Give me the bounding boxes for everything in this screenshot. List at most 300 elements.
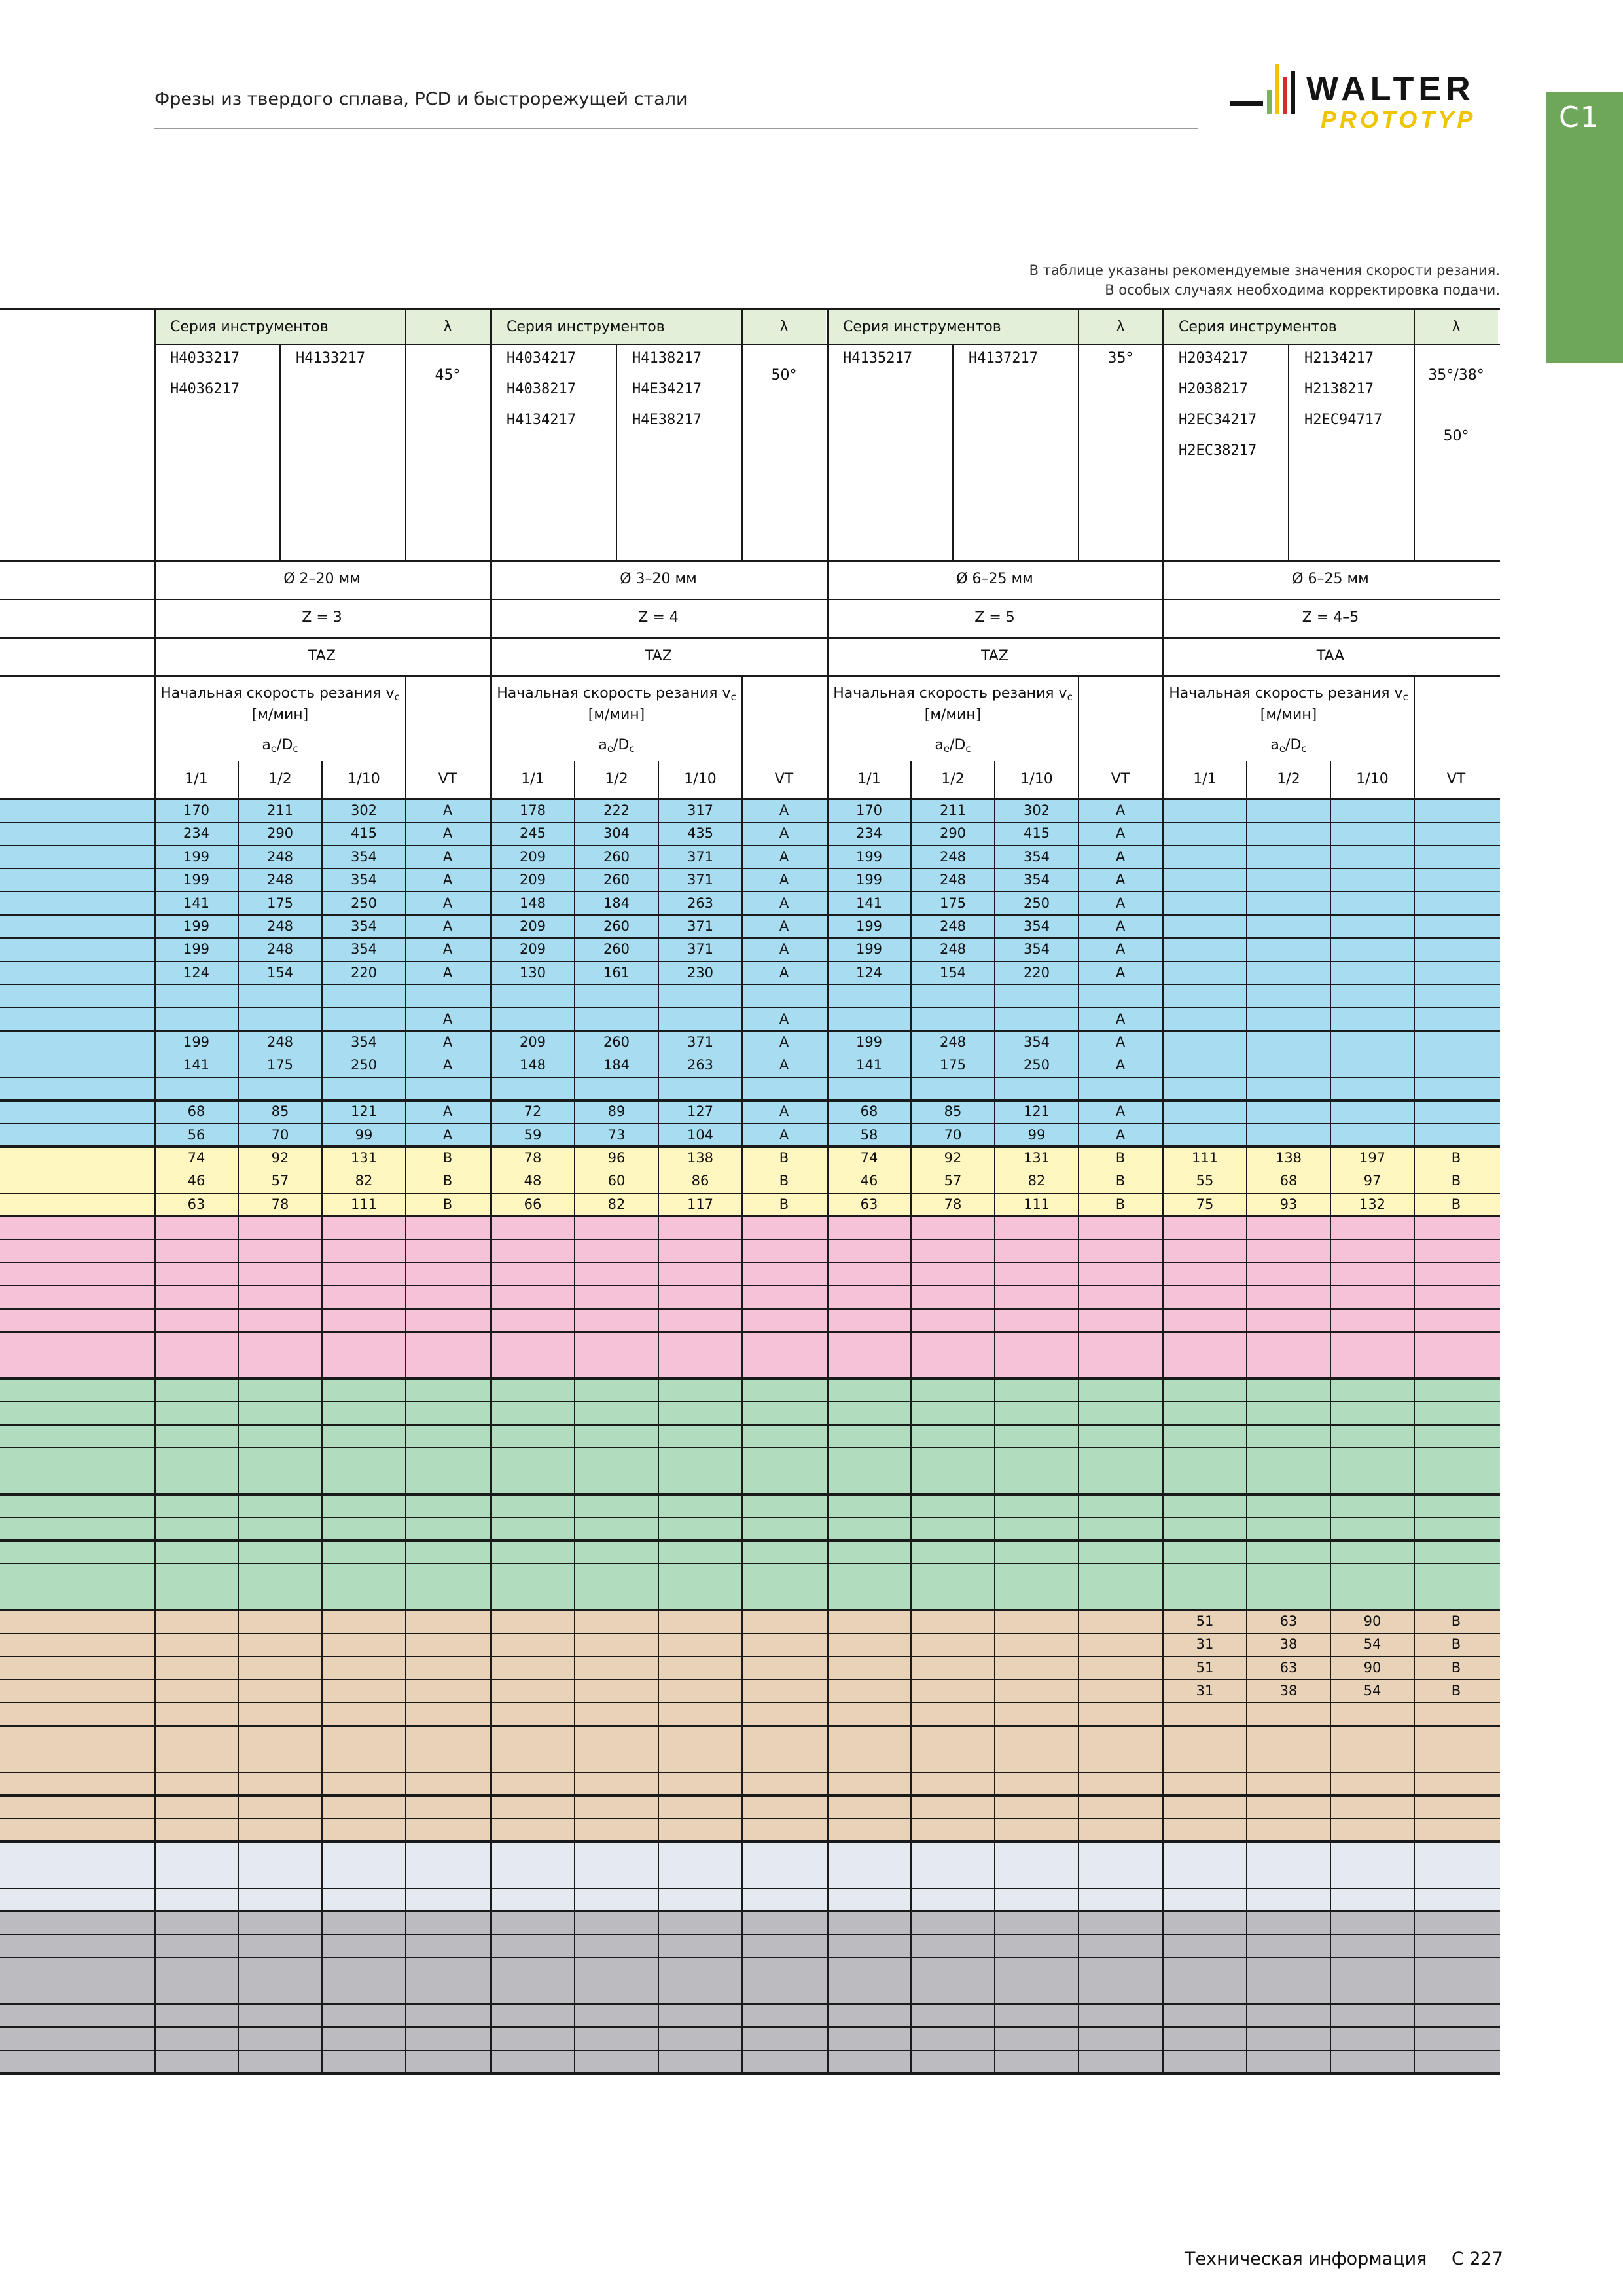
speed-cell: 82 (1027, 1173, 1046, 1189)
speed-cell: 54 (1363, 1636, 1382, 1653)
speed-cell: B (779, 1150, 789, 1166)
table-row (0, 1355, 1500, 1378)
ae-subscript: e (1279, 743, 1286, 755)
speed-cell: 211 (939, 802, 967, 818)
data-top-rule (0, 798, 1500, 800)
row-rule (0, 1679, 1500, 1680)
table-row (0, 1703, 1500, 1726)
speed-cell: B (442, 1173, 453, 1189)
speed-cell: A (1115, 1034, 1126, 1050)
speed-cell: 124 (855, 964, 883, 980)
row-rule (0, 914, 1500, 916)
table-row (0, 2051, 1500, 2073)
row-rule (0, 822, 1500, 823)
speed-cell: 199 (855, 1034, 883, 1050)
speed-cell: 260 (603, 848, 630, 865)
table-row (0, 1401, 1500, 1424)
column-header: 1/1 (1193, 771, 1217, 787)
speed-cell: 248 (939, 1034, 967, 1050)
column-header: 1/2 (605, 771, 628, 787)
spec-row-rule (0, 675, 1500, 677)
table-row (0, 1309, 1500, 1332)
speed-cell: A (779, 825, 789, 842)
series-label: Серия инструментов (170, 319, 329, 335)
speed-cell: 354 (350, 872, 378, 888)
speed-cell: 72 (524, 1103, 542, 1120)
speed-cell: 354 (1023, 872, 1050, 888)
speed-cell: 354 (350, 848, 378, 865)
speed-cell: 199 (183, 941, 210, 958)
speed-cell: 111 (350, 1196, 378, 1212)
tool-code: H4134217 (507, 412, 576, 428)
row-rule (0, 1377, 1500, 1380)
table-row (0, 1332, 1500, 1355)
row-rule (0, 1447, 1500, 1448)
tool-code: H2034217 (1179, 350, 1248, 367)
speed-cell: A (442, 848, 453, 865)
spec-row-rule (0, 599, 1500, 600)
row-rule (0, 1840, 1500, 1843)
lambda-value: 35°/38° (1428, 367, 1484, 384)
speed-cell: B (1451, 1150, 1461, 1166)
speed-cell: 199 (855, 848, 883, 865)
speed-cell: 38 (1279, 1683, 1298, 1699)
speed-cell: 92 (944, 1150, 962, 1166)
table-row (0, 1865, 1500, 1888)
row-rule (0, 1818, 1500, 1820)
data-col-rule (658, 761, 659, 2073)
row-rule (0, 2072, 1500, 2075)
speed-cell: 175 (939, 1057, 967, 1073)
row-rule (0, 2003, 1500, 2005)
speed-cell: 209 (519, 848, 546, 865)
speed-cell: A (779, 1057, 789, 1073)
row-rule (0, 984, 1500, 985)
speed-cell: 96 (607, 1150, 626, 1166)
row-rule (0, 845, 1500, 846)
speed-cell: 250 (350, 1057, 378, 1073)
speed-cell: 31 (1196, 1683, 1214, 1699)
speed-cell: 141 (855, 895, 883, 911)
tool-col-rule (616, 344, 617, 561)
row-rule (0, 961, 1500, 962)
flute-count: Z = 4 (638, 609, 679, 626)
vt-col-rule (1414, 676, 1415, 2073)
lambda-col-rule (405, 309, 406, 561)
speed-cell: 170 (183, 802, 210, 818)
ae-dc-label (491, 737, 742, 755)
speed-cell: 371 (687, 1034, 714, 1050)
column-header: 1/1 (185, 771, 208, 787)
row-rule (0, 1215, 1500, 1217)
speed-cell: 46 (860, 1173, 878, 1189)
note-line-2: В особых случаях необходима корректировка подачи. (1105, 282, 1500, 298)
speed-cell: 66 (524, 1196, 542, 1212)
diameter-range: Ø 2–20 мм (283, 571, 361, 587)
lambda-value: 35° (1107, 350, 1133, 367)
speed-cell: A (1115, 802, 1126, 818)
speed-cell: 354 (350, 941, 378, 958)
data-col-rule (321, 761, 323, 2073)
speed-cell: 248 (266, 941, 294, 958)
row-rule (0, 1193, 1500, 1194)
speed-cell: B (1451, 1636, 1461, 1653)
speed-cell: 415 (1023, 825, 1050, 842)
row-rule (0, 1145, 1500, 1148)
flute-count: Z = 5 (974, 609, 1015, 626)
tool-code: H2038217 (1179, 381, 1248, 397)
speed-cell: 38 (1279, 1636, 1298, 1653)
speed-cell: 111 (1191, 1150, 1219, 1166)
data-col-rule (1330, 761, 1331, 2073)
speed-cell: 63 (1279, 1659, 1298, 1676)
ae-divider: /D (1285, 737, 1302, 753)
row-rule (0, 2026, 1500, 2028)
speed-cell: 154 (939, 964, 967, 980)
tool-code: H2138217 (1304, 381, 1374, 397)
speed-cell: 75 (1196, 1196, 1214, 1212)
row-rule (0, 1725, 1500, 1727)
speed-cell: 290 (939, 825, 967, 842)
row-rule (0, 1934, 1500, 1935)
speed-cell: 199 (183, 1034, 210, 1050)
speed-cell: 104 (687, 1126, 714, 1143)
speed-cell: 132 (1359, 1196, 1386, 1212)
ae-symbol: a (262, 737, 271, 753)
lambda-value: 50° (771, 367, 797, 384)
speed-cell: A (779, 1011, 789, 1027)
ae-dc-label (827, 737, 1079, 755)
speed-cell: 57 (944, 1173, 962, 1189)
speed-cell: 161 (603, 964, 630, 980)
speed-cell: 124 (183, 964, 210, 980)
speed-cell: A (442, 1034, 453, 1050)
speed-cell: A (442, 1126, 453, 1143)
row-rule (0, 1331, 1500, 1333)
table-row (0, 2027, 1500, 2050)
table-row (0, 1425, 1500, 1448)
column-header: 1/10 (1356, 771, 1389, 787)
footer-label: Техническая информация (1185, 2249, 1427, 2269)
cutting-speed-subscript: c (1067, 691, 1073, 703)
speed-cell: 148 (519, 1057, 546, 1073)
column-header: VT (774, 771, 794, 787)
speed-cell: 248 (939, 918, 967, 934)
speed-cell: A (779, 1034, 789, 1050)
ae-symbol: a (598, 737, 607, 753)
row-rule (0, 1077, 1500, 1078)
speed-cell: B (1115, 1150, 1126, 1166)
ae-dc-label (154, 737, 406, 755)
table-row (0, 1517, 1500, 1540)
speed-cell: 58 (860, 1126, 878, 1143)
ae-subscript: e (607, 743, 614, 755)
speed-cell: 260 (603, 941, 630, 958)
tool-col-rule (1288, 344, 1289, 561)
tool-code: H4033217 (170, 350, 240, 367)
speed-cell: 263 (687, 895, 714, 911)
speed-cell: B (1115, 1196, 1126, 1212)
speed-cell: 435 (687, 825, 714, 842)
speed-cell: 121 (1023, 1103, 1050, 1120)
ae-divider: /D (950, 737, 966, 753)
lambda-col-rule (741, 309, 743, 561)
cutting-speed-text: Начальная скорость резания v (833, 685, 1067, 702)
speed-cell: 199 (183, 918, 210, 934)
speed-cell: B (1451, 1659, 1461, 1676)
table-row (0, 1842, 1500, 1865)
row-rule (0, 1656, 1500, 1657)
speed-cell: A (442, 918, 453, 934)
speed-cell: A (779, 802, 789, 818)
speed-cell: 222 (603, 802, 630, 818)
dc-subscript: c (965, 743, 971, 755)
speed-cell: A (779, 895, 789, 911)
ae-divider: /D (277, 737, 293, 753)
speed-cell: 138 (687, 1150, 714, 1166)
row-rule (0, 868, 1500, 869)
speed-cell: B (1451, 1196, 1461, 1212)
cutting-speed-subscript: c (730, 691, 736, 703)
row-rule (0, 1794, 1500, 1797)
row-rule (0, 1702, 1500, 1704)
speed-cell: 184 (603, 895, 630, 911)
speed-cell: B (1451, 1173, 1461, 1189)
table-row (0, 1564, 1500, 1587)
row-rule (0, 2050, 1500, 2051)
lambda-label: λ (1116, 319, 1125, 335)
speed-cell: B (442, 1196, 453, 1212)
column-header: 1/2 (1277, 771, 1300, 787)
speed-cell: 199 (855, 941, 883, 958)
speed-cell: 415 (350, 825, 378, 842)
speed-cell: 117 (687, 1196, 714, 1212)
row-rule (0, 1424, 1500, 1426)
speed-cell: 59 (524, 1126, 542, 1143)
speed-cell: A (1115, 918, 1126, 934)
speed-cell: 127 (687, 1103, 714, 1120)
speed-cell: A (1115, 1057, 1126, 1073)
speed-cell: 170 (855, 802, 883, 818)
tool-code: H4133217 (296, 350, 365, 367)
speed-cell: 354 (1023, 941, 1050, 958)
table-row (0, 1888, 1500, 1911)
speed-cell: 141 (183, 895, 210, 911)
series-label: Серия инструментов (843, 319, 1001, 335)
speed-cell: 141 (855, 1057, 883, 1073)
cutting-speed-label (1163, 685, 1414, 725)
table-row (0, 1240, 1500, 1263)
speed-cell: 317 (687, 802, 714, 818)
flute-count: Z = 3 (302, 609, 342, 626)
cutting-material-code: TAZ (308, 648, 336, 664)
speed-cell: 68 (1279, 1173, 1298, 1189)
speed-cell: A (442, 825, 453, 842)
row-rule (0, 1170, 1500, 1171)
data-col-rule (574, 761, 575, 2073)
speed-cell: 248 (266, 1034, 294, 1050)
tool-code: H2EC38217 (1179, 442, 1257, 459)
cutting-speed-label (154, 685, 406, 725)
row-rule (0, 1772, 1500, 1773)
speed-cell: A (1115, 941, 1126, 958)
speed-cell: 93 (1279, 1196, 1298, 1212)
row-rule (0, 891, 1500, 893)
speed-cell: A (1115, 872, 1126, 888)
column-header: 1/10 (684, 771, 717, 787)
row-rule (0, 1957, 1500, 1958)
speed-cell: 175 (266, 1057, 294, 1073)
speed-cell: 78 (944, 1196, 962, 1212)
tool-code: H4138217 (632, 350, 702, 367)
speed-cell: 263 (687, 1057, 714, 1073)
row-rule (0, 1865, 1500, 1866)
tool-col-rule (279, 344, 281, 561)
note-line-1: В таблице указаны рекомендуемые значения скорости резания. (1029, 262, 1500, 278)
table-row (0, 1958, 1500, 1981)
ae-subscript: e (943, 743, 950, 755)
series-label: Серия инструментов (507, 319, 665, 335)
column-header: 1/1 (521, 771, 544, 787)
row-rule (0, 1030, 1500, 1032)
data-col-rule (238, 761, 239, 2073)
speed-cell: 234 (183, 825, 210, 842)
speed-cell: 199 (855, 918, 883, 934)
table-row (0, 1285, 1500, 1308)
row-rule (0, 1563, 1500, 1564)
row-rule (0, 1355, 1500, 1356)
data-col-rule (994, 761, 995, 2073)
column-header: 1/1 (857, 771, 881, 787)
cutting-speed-label (491, 685, 742, 725)
speed-cell: 78 (524, 1150, 542, 1166)
column-header: 1/2 (268, 771, 292, 787)
speed-cell: 211 (266, 802, 294, 818)
speed-cell: 302 (1023, 802, 1050, 818)
table-row (0, 2004, 1500, 2027)
speed-cell: 99 (355, 1126, 373, 1143)
speed-cell: B (1115, 1173, 1126, 1189)
row-rule (0, 1099, 1500, 1102)
row-rule (0, 1609, 1500, 1611)
speed-cell: A (1115, 1103, 1126, 1120)
speed-cell: 199 (855, 872, 883, 888)
table-row (0, 1981, 1500, 2003)
speed-cell: 82 (607, 1196, 626, 1212)
column-header: VT (1446, 771, 1466, 787)
row-rule (0, 1285, 1500, 1287)
speed-cell: 121 (350, 1103, 378, 1120)
cutting-speed-text: Начальная скорость резания v (497, 685, 731, 702)
cutting-speed-unit: [м/мин] (924, 707, 982, 723)
table-row (0, 1935, 1500, 1958)
speed-cell: 354 (350, 918, 378, 934)
table-row (0, 1541, 1500, 1564)
speed-cell: A (1115, 1011, 1126, 1027)
speed-cell: 290 (266, 825, 294, 842)
speed-cell: 302 (350, 802, 378, 818)
speed-cell: 260 (603, 1034, 630, 1050)
diameter-range: Ø 6–25 мм (956, 571, 1033, 587)
speed-cell: 220 (350, 964, 378, 980)
speed-cell: 175 (939, 895, 967, 911)
speed-cell: 131 (1023, 1150, 1050, 1166)
tool-code: H4036217 (170, 381, 240, 397)
speed-cell: 46 (187, 1173, 205, 1189)
tool-code: H2EC34217 (1179, 412, 1257, 428)
row-rule (0, 1888, 1500, 1889)
dc-subscript: c (293, 743, 298, 755)
speed-cell: 220 (1023, 964, 1050, 980)
speed-cell: A (779, 941, 789, 958)
table-row (0, 1263, 1500, 1285)
speed-cell: A (442, 964, 453, 980)
speed-cell: 60 (607, 1173, 626, 1189)
cutting-material-code: TAZ (981, 648, 1008, 664)
speed-cell: A (442, 802, 453, 818)
tool-col-rule (952, 344, 954, 561)
speed-cell: 90 (1363, 1613, 1382, 1629)
speed-cell: A (1115, 848, 1126, 865)
ae-symbol: a (1270, 737, 1279, 753)
speed-cell: 248 (266, 872, 294, 888)
column-header: 1/2 (941, 771, 965, 787)
lambda-label: λ (1452, 319, 1461, 335)
speed-cell: 86 (691, 1173, 709, 1189)
speed-cell: 197 (1359, 1150, 1386, 1166)
speed-cell: 130 (519, 964, 546, 980)
logo-brand-text: WALTER (1306, 70, 1475, 108)
lambda-col-rule (1078, 309, 1079, 561)
footer-page-number: C 227 (1452, 2249, 1503, 2269)
speed-cell: B (1451, 1683, 1461, 1699)
speed-cell: 209 (519, 941, 546, 958)
speed-cell: 48 (524, 1173, 542, 1189)
speed-cell: 63 (1279, 1613, 1298, 1629)
table-row (0, 1216, 1500, 1239)
speed-cell: 148 (519, 895, 546, 911)
cutting-material-code: TAZ (645, 648, 672, 664)
column-header: 1/10 (1020, 771, 1053, 787)
table-row (0, 1587, 1500, 1610)
speed-cell: 250 (350, 895, 378, 911)
ae-symbol: a (935, 737, 944, 753)
speed-cell: 354 (1023, 918, 1050, 934)
speed-cell: 73 (607, 1126, 626, 1143)
row-rule (0, 1471, 1500, 1472)
speed-cell: 248 (939, 941, 967, 958)
speed-cell: 250 (1023, 895, 1050, 911)
row-rule (0, 937, 1500, 939)
table-row (0, 1494, 1500, 1517)
tool-code: H4E38217 (632, 412, 702, 428)
chapter-tab-label: C1 (1559, 101, 1600, 134)
speed-cell: 245 (519, 825, 546, 842)
speed-cell: 68 (860, 1103, 878, 1120)
speed-cell: 74 (860, 1150, 878, 1166)
table-row (0, 1795, 1500, 1818)
ae-dc-label (1163, 737, 1414, 755)
spec-row-rule (0, 637, 1500, 639)
flute-count: Z = 4–5 (1302, 609, 1359, 626)
speed-cell: A (442, 1057, 453, 1073)
speed-cell: 57 (271, 1173, 289, 1189)
cutting-speed-subscript: c (394, 691, 400, 703)
speed-cell: 209 (519, 918, 546, 934)
speed-cell: 248 (939, 848, 967, 865)
row-rule (0, 1981, 1500, 1982)
speed-cell: A (442, 1103, 453, 1120)
